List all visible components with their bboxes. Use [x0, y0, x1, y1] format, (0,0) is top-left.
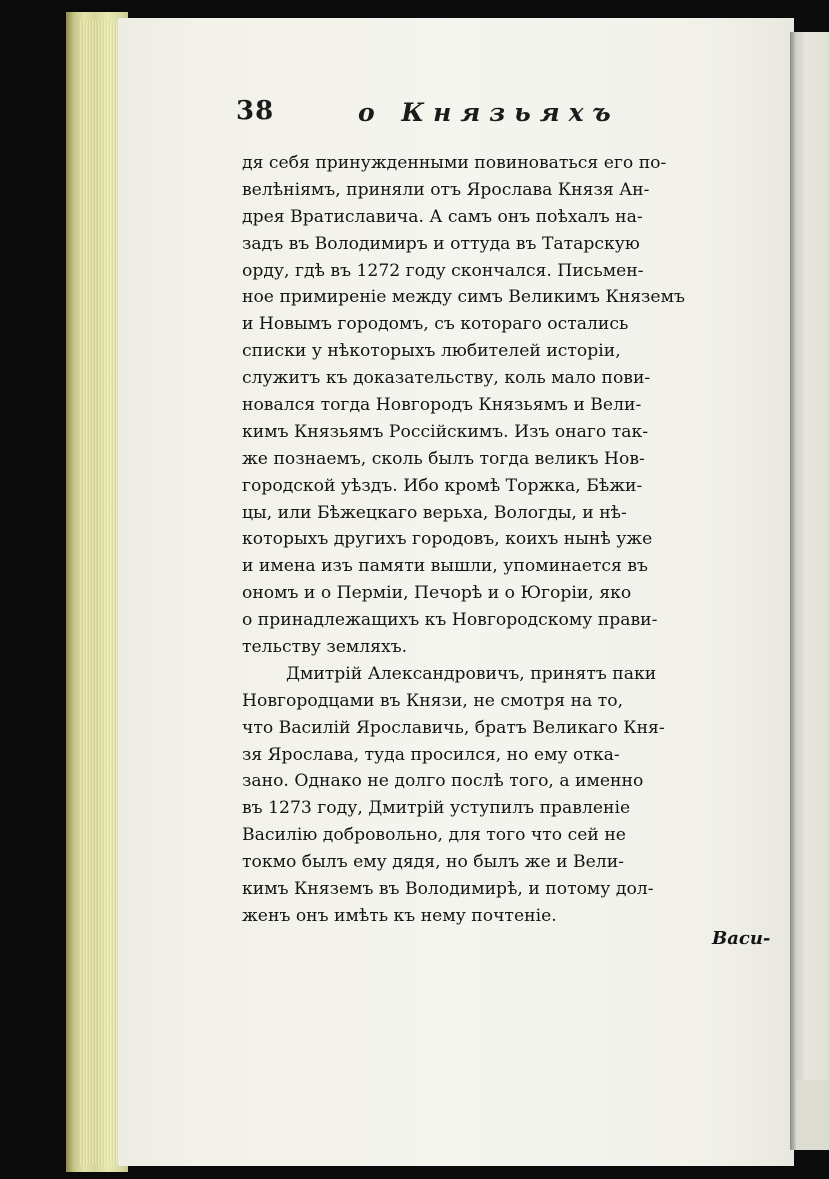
text-line: зано. Однако не долго послѣ того, а именно	[242, 771, 644, 792]
text-line: городской уѣздъ. Ибо кромѣ Торжка, Бѣжи-	[242, 475, 643, 496]
text-line: что Василій Ярославичь, братъ Великаго Кня-	[242, 717, 665, 738]
text-line: зя Ярослава, туда просился, но ему отка-	[242, 744, 620, 765]
text-line: дя себя принужденными повиноваться его по-	[242, 153, 667, 173]
text-line: Василію добровольно, для того что сей не	[242, 825, 626, 846]
next-page-corner	[796, 1080, 829, 1150]
text-line: тельству земляхъ.	[242, 637, 408, 658]
text-line: ное примиреніе между симъ Великимъ Княземъ	[242, 287, 685, 308]
page-header	[232, 96, 632, 136]
text-line: женъ онъ имѣть къ нему почтеніе.	[242, 905, 557, 926]
text-line: ономъ и о Пермiи, Печорѣ и о Югорiи, яко	[242, 583, 632, 604]
text-line: задъ въ Володимиръ и оттуда въ Татарскую	[242, 233, 640, 254]
text-line: кимъ Княземъ въ Володимирѣ, и потому дол-	[242, 879, 654, 900]
text-line: дрея Вратиславича. А самъ онъ поѣхалъ на-	[242, 206, 643, 227]
text-line: кимъ Князьямъ Россійскимъ. Изъ онаго так-	[242, 421, 649, 442]
text-line: и Новымъ городомъ, съ котораго остались	[242, 314, 629, 335]
text-line: же познаемъ, сколь былъ тогда великъ Нов-	[242, 448, 645, 469]
text-line: велѣніямъ, приняли отъ Ярослава Князя Ан-	[242, 179, 650, 200]
text-line: цы, или Бѣжецкаго верьха, Вологды, и нѣ-	[242, 502, 627, 523]
text-line: орду, гдѣ въ 1272 году скончался. Письмен-	[242, 260, 644, 281]
text-line: и имена изъ памяти вышли, упоминается въ	[242, 556, 648, 577]
text-line: Новгородцами въ Князи, не смотря на то,	[242, 690, 624, 711]
text-line: о принадлежащихъ къ Новгородскому прави-	[242, 610, 658, 631]
text-line: служитъ къ доказательству, коль мало пови-	[242, 368, 651, 389]
text-line: которыхъ другихъ городовъ, коихъ нынѣ уже	[242, 529, 653, 550]
text-line: новался тогда Новгородъ Князьямъ и Вели-	[242, 395, 642, 416]
next-page-edge	[790, 32, 829, 1150]
text-line: списки у нѣкоторыхъ любителей исторіи,	[242, 341, 621, 362]
paragraph-start-line: Дмитрій Александровичъ, принятъ паки	[286, 663, 657, 684]
text-line: токмо былъ ему дядя, но былъ же и Вели-	[242, 852, 624, 873]
running-title: о Князьяхъ	[358, 98, 620, 127]
catchword: Васи-	[712, 928, 771, 949]
text-line: въ 1273 году, Дмитрій уступилъ правленіе	[242, 798, 631, 819]
body-text	[242, 150, 772, 930]
page-number: 38	[236, 96, 275, 126]
